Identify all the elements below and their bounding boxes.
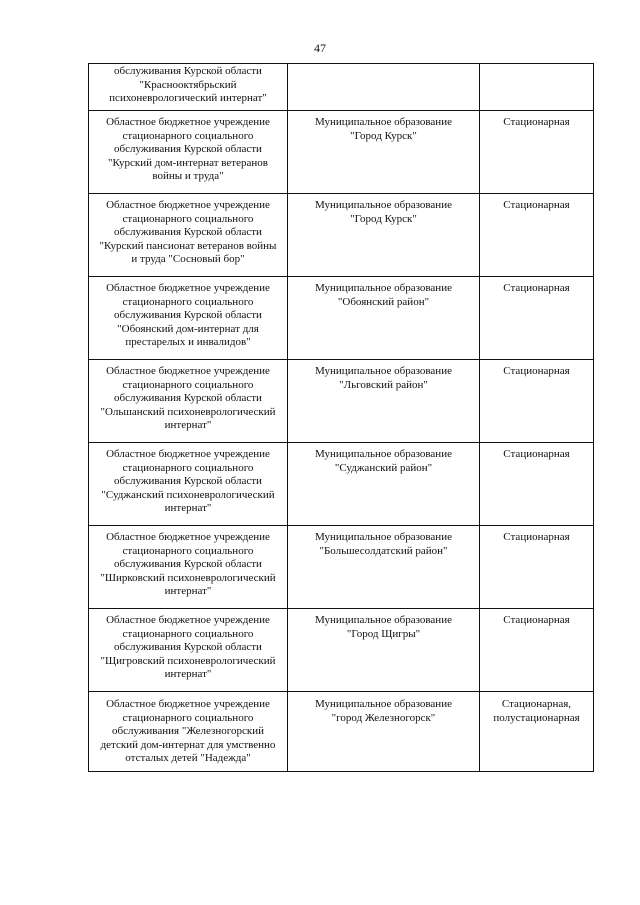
municipality-name: Муниципальное образование "Суджанский район" [315, 448, 452, 474]
institution-name: Областное бюджетное учреждение стационарного социального обслуживания Курской области "Курский дом-интернат ветеранов войны и труда" [106, 116, 270, 183]
municipality-cell [288, 64, 480, 111]
service-form: Стационарная [503, 448, 570, 460]
institution-name: Областное бюджетное учреждение стационарного социального обслуживания Курской области "Курский пансионат ветеранов войны и труда "Сосновый бор" [99, 199, 277, 266]
service-form: Стационарная, полустационарная [493, 698, 580, 724]
institution-cell [89, 64, 288, 111]
institution-cell [89, 277, 288, 360]
service-form-cell [480, 609, 594, 692]
service-form-cell [480, 692, 594, 772]
service-form-cell [480, 277, 594, 360]
institution-cell [89, 111, 288, 194]
table-row [89, 526, 594, 609]
table-row [89, 360, 594, 443]
service-form: Стационарная [503, 116, 570, 128]
service-form-cell [480, 443, 594, 526]
institution-cell [89, 360, 288, 443]
service-form-cell [480, 194, 594, 277]
municipality-name: Муниципальное образование "город Железногорск" [315, 698, 452, 724]
service-form: Стационарная [503, 614, 570, 626]
municipality-name: Муниципальное образование "Льговский район" [315, 365, 452, 391]
service-form: Стационарная [503, 365, 570, 377]
institution-cell [89, 609, 288, 692]
municipality-name: Муниципальное образование "Город Щигры" [315, 614, 452, 640]
municipality-cell [288, 443, 480, 526]
institution-name: Областное бюджетное учреждение стационарного социального обслуживания Курской области "Щигровский психоневрологический интернат" [100, 614, 276, 681]
institutions-table [88, 63, 594, 772]
service-form-cell [480, 526, 594, 609]
table-row [89, 111, 594, 194]
table-row [89, 692, 594, 772]
table-row [89, 194, 594, 277]
municipality-name: Муниципальное образование "Город Курск" [315, 116, 452, 142]
municipality-name: Муниципальное образование "Большесолдатский район" [315, 531, 452, 557]
municipality-cell [288, 609, 480, 692]
table-row [89, 609, 594, 692]
institution-name: Областное бюджетное учреждение стационарного социального обслуживания Курской области "Суджанский психоневрологический интернат" [101, 448, 275, 515]
service-form: Стационарная [503, 531, 570, 543]
table-row [89, 443, 594, 526]
service-form: Стационарная [503, 282, 570, 294]
institution-cell [89, 692, 288, 772]
municipality-cell [288, 526, 480, 609]
municipality-cell [288, 360, 480, 443]
municipality-name: Муниципальное образование "Город Курск" [315, 199, 452, 225]
institution-cell [89, 526, 288, 609]
institution-name: Областное бюджетное учреждение стационарного социального обслуживания "Железногорский детский дом-интернат для умственно отсталых детей "Надежда" [100, 698, 276, 765]
institution-name: Областное бюджетное учреждение стационарного социального обслуживания Курской области "Ольшанский психоневрологический интернат" [100, 365, 276, 432]
service-form-cell [480, 64, 594, 111]
service-form: Стационарная [503, 199, 570, 211]
table-row [89, 277, 594, 360]
service-form-cell [480, 360, 594, 443]
municipality-cell [288, 111, 480, 194]
institution-name: Областное бюджетное учреждение стационарного социального обслуживания Курской области "Ширковский психоневрологический интернат" [100, 531, 276, 598]
institution-cell [89, 443, 288, 526]
municipality-cell [288, 692, 480, 772]
municipality-name: Муниципальное образование "Обоянский район" [315, 282, 452, 308]
municipality-cell [288, 194, 480, 277]
service-form-cell [480, 111, 594, 194]
institution-name: обслуживания Курской области "Краснооктябрьский психоневрологический интернат" [109, 65, 267, 105]
municipality-cell [288, 277, 480, 360]
institution-name: Областное бюджетное учреждение стационарного социального обслуживания Курской области "Обоянский дом-интернат для престарелых и инвалидов" [106, 282, 270, 349]
page-number: 47 [314, 41, 326, 55]
table-row [89, 64, 594, 111]
institution-cell [89, 194, 288, 277]
